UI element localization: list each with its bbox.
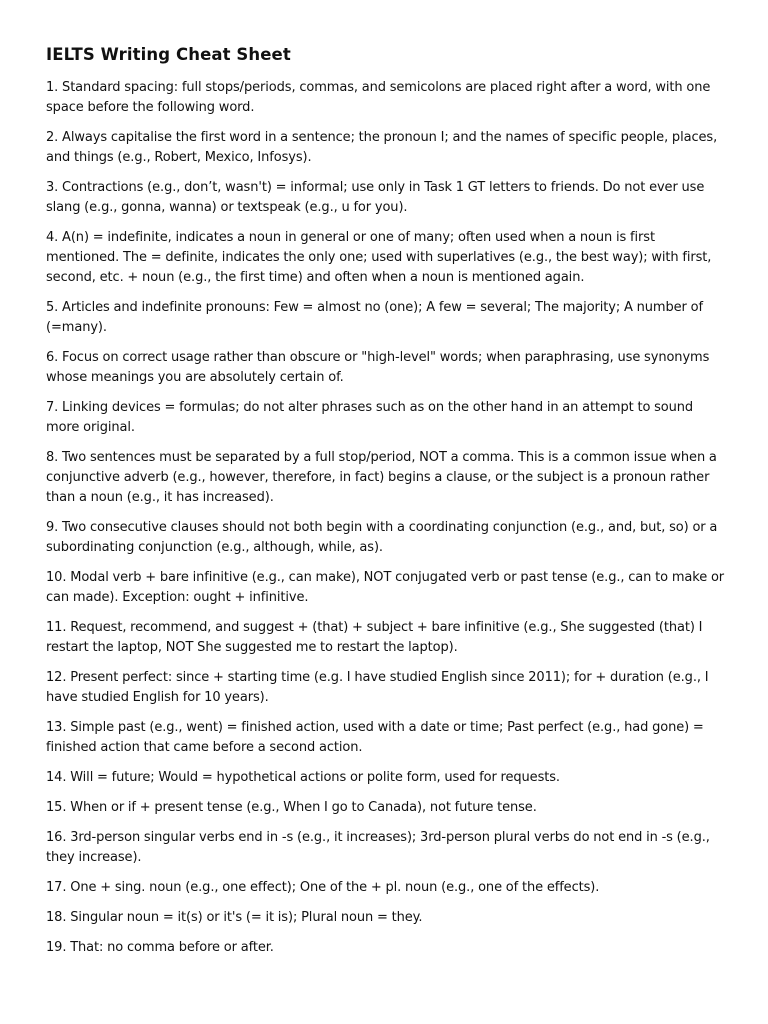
list-item: 16. 3rd-person singular verbs end in -s (e.g., it increases); 3rd-person plural verbs do not end in -s (e.g., they increase).: [46, 830, 710, 865]
list-item: 12. Present perfect: since + starting time (e.g. I have studied English since 2011); for + duration (e.g., I have studied English for 10 years).: [46, 670, 709, 705]
list-item: 18. Singular noun = it(s) or it's (= it is); Plural noun = they.: [46, 910, 423, 925]
list-item: 1. Standard spacing: full stops/periods, commas, and semicolons are placed right after a word, with one space before the following word.: [46, 80, 711, 115]
list-item: 6. Focus on correct usage rather than obscure or "high-level" words; when paraphrasing, use synonyms whose meanings you are absolutely certain of.: [46, 350, 710, 385]
list-item: 4. A(n) = indefinite, indicates a noun in general or one of many; often used when a noun is first mentioned. The = definite, indicates the only one; used with superlatives (e.g., the best way); with first, second, etc. + noun (e.g., the first time) and often when a noun is mentioned again.: [46, 230, 712, 285]
list-item: 3. Contractions (e.g., don’t, wasn't) = informal; use only in Task 1 GT letters to friends. Do not ever use slang (e.g., gonna, wanna) or textspeak (e.g., u for you).: [46, 180, 705, 215]
list-item: 2. Always capitalise the first word in a sentence; the pronoun I; and the names of specific people, places, and things (e.g., Robert, Mexico, Infosys).: [46, 130, 718, 165]
list-item: 7. Linking devices = formulas; do not alter phrases such as on the other hand in an attempt to sound more original.: [46, 400, 694, 435]
list-item: 19. That: no comma before or after.: [46, 940, 274, 955]
document-title: IELTS Writing Cheat Sheet: [46, 45, 291, 64]
list-item: 10. Modal verb + bare infinitive (e.g., can make), NOT conjugated verb or past tense (e.g., can to make or can made). Exception: ought + infinitive.: [46, 570, 725, 605]
list-item: 8. Two sentences must be separated by a full stop/period, NOT a comma. This is a common issue when a conjunctive adverb (e.g., however, therefore, in fact) begins a clause, or the subject is a pronoun rather than a noun (e.g., it has increased).: [46, 450, 717, 505]
list-item: 5. Articles and indefinite pronouns: Few = almost no (one); A few = several; The majority; A number of (=many).: [46, 300, 703, 335]
list-item: 9. Two consecutive clauses should not both begin with a coordinating conjunction (e.g., and, but, so) or a subordinating conjunction (e.g., although, while, as).: [46, 520, 718, 555]
list-item: 14. Will = future; Would = hypothetical actions or polite form, used for requests.: [46, 770, 560, 785]
document-page: [46, 44, 730, 968]
list-item: 13. Simple past (e.g., went) = finished action, used with a date or time; Past perfect (e.g., had gone) = finished action that came before a second action.: [46, 720, 704, 755]
list-item: 11. Request, recommend, and suggest + (that) + subject + bare infinitive (e.g., She suggested (that) I restart the laptop, NOT She suggested me to restart the laptop).: [46, 620, 703, 655]
list-item: 15. When or if + present tense (e.g., When I go to Canada), not future tense.: [46, 800, 537, 815]
list-item: 17. One + sing. noun (e.g., one effect); One of the + pl. noun (e.g., one of the effects).: [46, 880, 600, 895]
rules-list: [46, 78, 730, 958]
